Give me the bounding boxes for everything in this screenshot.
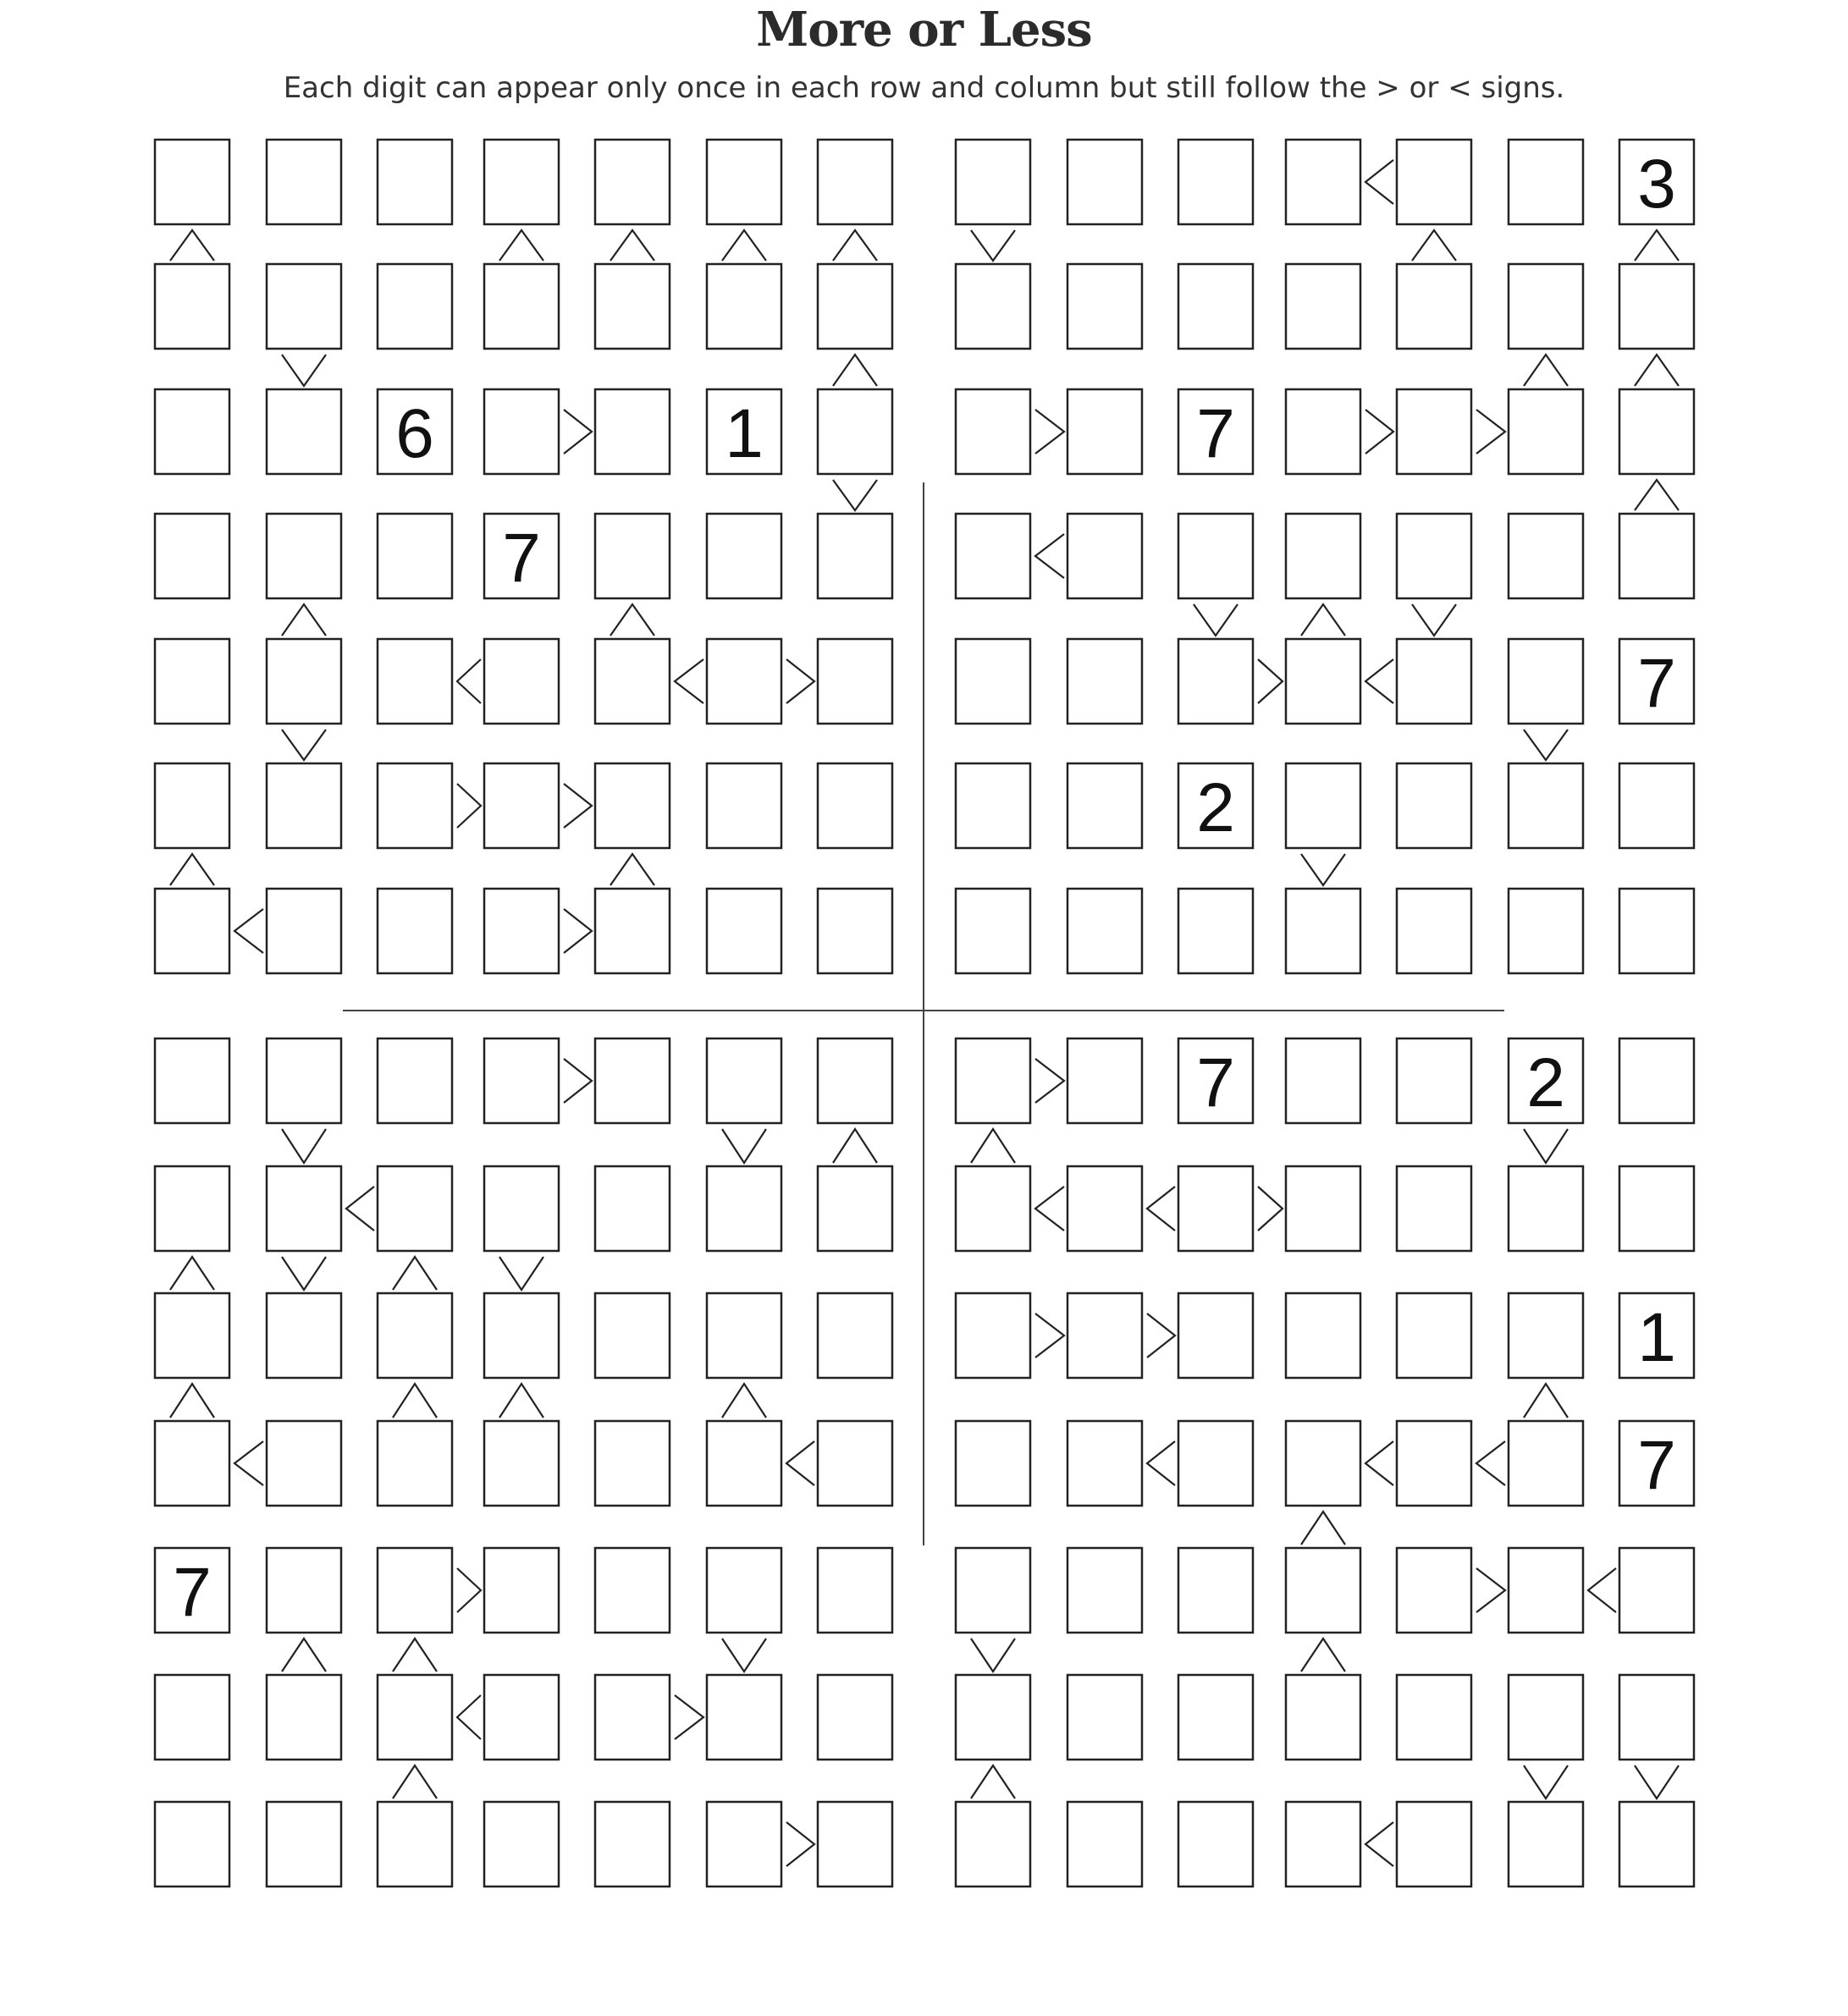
puzzle-cell-bottom-right-r2c2[interactable] [1067, 1166, 1142, 1251]
upper-greater-sign [282, 1257, 326, 1290]
puzzle-cell-top-left-r1c2[interactable] [267, 140, 341, 224]
puzzle-cell-bottom-right-r1c4[interactable] [1286, 1038, 1360, 1123]
puzzle-cell-bottom-left-r4c5[interactable] [595, 1421, 670, 1506]
puzzle-cell-bottom-left-r5c4[interactable] [484, 1548, 559, 1633]
puzzle-cell-bottom-left-r1c3[interactable] [378, 1038, 452, 1123]
given-digit: 1 [1637, 1299, 1676, 1376]
puzzle-cell-bottom-right-r4c1[interactable] [956, 1421, 1030, 1506]
puzzle-cell-bottom-left-r3c5[interactable] [595, 1293, 670, 1378]
upper-less-sign [393, 1257, 437, 1290]
puzzle-cell-top-right-r4c5[interactable] [1397, 514, 1471, 598]
greater-than-sign [1258, 659, 1283, 703]
greater-than-sign [1035, 1059, 1064, 1103]
puzzle-cell-bottom-right-r7c1[interactable] [956, 1802, 1030, 1887]
puzzle-cell-bottom-left-r3c4[interactable] [484, 1293, 559, 1378]
puzzle-cell-top-right-r7c3[interactable] [1178, 889, 1253, 973]
puzzle-cell-top-left-r4c3[interactable] [378, 514, 452, 598]
puzzle-cell-top-left-r2c6[interactable] [707, 264, 781, 349]
puzzle-cell-top-right-r7c7[interactable] [1619, 889, 1694, 973]
puzzle-cell-top-right-r5c5[interactable] [1397, 639, 1471, 724]
puzzle-cell-bottom-left-r3c6[interactable] [707, 1293, 781, 1378]
upper-less-sign [1635, 230, 1679, 261]
puzzle-cell-bottom-right-r7c7[interactable] [1619, 1802, 1694, 1887]
puzzle-instructions: Each digit can appear only once in each row and column but still follow the > or < signs. [283, 71, 1565, 105]
puzzle-cell-bottom-left-r5c7[interactable] [818, 1548, 892, 1633]
puzzle-cell-top-right-r4c7[interactable] [1619, 514, 1694, 598]
puzzle-cell-top-right-r7c5[interactable] [1397, 889, 1471, 973]
upper-greater-sign [282, 355, 326, 386]
less-than-sign [675, 659, 703, 703]
less-than-sign [1035, 534, 1064, 578]
puzzle-cell-top-left-r5c5[interactable] [595, 639, 670, 724]
puzzle-cell-bottom-right-r7c6[interactable] [1509, 1802, 1583, 1887]
puzzle-cell-top-left-r6c1[interactable] [155, 763, 229, 848]
less-than-sign [346, 1187, 374, 1231]
greater-than-sign [1476, 1568, 1505, 1612]
puzzle-cell-top-right-r6c7[interactable] [1619, 763, 1694, 848]
puzzle-cell-bottom-left-r6c1[interactable] [155, 1675, 229, 1760]
puzzle-cell-bottom-right-r2c6[interactable] [1509, 1166, 1583, 1251]
greater-than-sign [564, 784, 592, 828]
puzzle-cell-bottom-right-r6c5[interactable] [1397, 1675, 1471, 1760]
puzzle-cell-top-right-r5c3[interactable] [1178, 639, 1253, 724]
puzzle-cell-bottom-left-r1c5[interactable] [595, 1038, 670, 1123]
puzzle-cell-bottom-left-r7c2[interactable] [267, 1802, 341, 1887]
puzzle-cell-top-right-r3c2[interactable] [1067, 389, 1142, 474]
puzzle-cell-bottom-left-r7c6[interactable] [707, 1802, 781, 1887]
puzzle-cell-top-left-r3c7[interactable] [818, 389, 892, 474]
puzzle-cell-bottom-right-r6c2[interactable] [1067, 1675, 1142, 1760]
puzzle-cell-top-right-r5c4[interactable] [1286, 639, 1360, 724]
puzzle-cell-top-right-r6c4[interactable] [1286, 763, 1360, 848]
puzzle-cell-bottom-right-r7c2[interactable] [1067, 1802, 1142, 1887]
upper-less-sign [1301, 1639, 1345, 1672]
upper-greater-sign [971, 230, 1015, 261]
upper-less-sign [499, 1384, 543, 1418]
puzzle-cell-bottom-right-r3c3[interactable] [1178, 1293, 1253, 1378]
upper-greater-sign [1524, 730, 1568, 760]
puzzle-cell-top-left-r1c4[interactable] [484, 140, 559, 224]
less-than-sign [1035, 1187, 1064, 1231]
puzzle-cell-bottom-left-r3c1[interactable] [155, 1293, 229, 1378]
puzzle-cell-top-right-r7c6[interactable] [1509, 889, 1583, 973]
given-digit: 7 [1196, 1044, 1235, 1121]
greater-than-sign [457, 1568, 481, 1612]
puzzle-cell-bottom-left-r4c2[interactable] [267, 1421, 341, 1506]
upper-less-sign [1301, 1512, 1345, 1545]
puzzle-cell-bottom-right-r5c3[interactable] [1178, 1548, 1253, 1633]
puzzle-cell-top-left-r7c3[interactable] [378, 889, 452, 973]
puzzle-cell-top-right-r4c6[interactable] [1509, 514, 1583, 598]
upper-less-sign [499, 230, 543, 261]
puzzle-cell-bottom-left-r5c2[interactable] [267, 1548, 341, 1633]
puzzle-cell-bottom-right-r3c1[interactable] [956, 1293, 1030, 1378]
puzzle-cell-top-right-r4c4[interactable] [1286, 514, 1360, 598]
puzzle-cell-top-right-r6c5[interactable] [1397, 763, 1471, 848]
puzzle-cell-bottom-left-r1c7[interactable] [818, 1038, 892, 1123]
puzzle-cell-bottom-right-r3c4[interactable] [1286, 1293, 1360, 1378]
puzzle-cell-top-left-r6c4[interactable] [484, 763, 559, 848]
puzzle-cell-bottom-left-r5c5[interactable] [595, 1548, 670, 1633]
puzzle-cell-bottom-left-r7c3[interactable] [378, 1802, 452, 1887]
puzzle-cell-bottom-right-r2c5[interactable] [1397, 1166, 1471, 1251]
puzzle-cell-bottom-right-r3c5[interactable] [1397, 1293, 1471, 1378]
puzzle-cell-bottom-right-r1c5[interactable] [1397, 1038, 1471, 1123]
puzzle-cell-top-left-r7c6[interactable] [707, 889, 781, 973]
less-than-sign [1476, 1441, 1505, 1485]
puzzle-cell-top-right-r1c4[interactable] [1286, 140, 1360, 224]
puzzle-cell-bottom-left-r1c6[interactable] [707, 1038, 781, 1123]
upper-less-sign [722, 230, 766, 261]
puzzle-cell-top-right-r4c3[interactable] [1178, 514, 1253, 598]
puzzle-cell-bottom-left-r2c7[interactable] [818, 1166, 892, 1251]
puzzle-cell-top-right-r5c6[interactable] [1509, 639, 1583, 724]
upper-less-sign [170, 230, 214, 261]
puzzle-cell-top-left-r4c7[interactable] [818, 514, 892, 598]
puzzle-cell-bottom-right-r2c4[interactable] [1286, 1166, 1360, 1251]
puzzle-cell-top-left-r2c4[interactable] [484, 264, 559, 349]
less-than-sign [1365, 160, 1393, 204]
less-than-sign [1147, 1187, 1175, 1231]
puzzle-cell-bottom-right-r5c1[interactable] [956, 1548, 1030, 1633]
puzzle-cell-bottom-right-r5c4[interactable] [1286, 1548, 1360, 1633]
puzzle-cell-top-right-r2c2[interactable] [1067, 264, 1142, 349]
greater-than-sign [564, 410, 592, 454]
puzzle-cell-top-left-r3c5[interactable] [595, 389, 670, 474]
puzzle-cell-top-left-r1c6[interactable] [707, 140, 781, 224]
puzzle-cell-bottom-left-r3c2[interactable] [267, 1293, 341, 1378]
puzzle-cell-top-right-r2c1[interactable] [956, 264, 1030, 349]
puzzle-cell-bottom-left-r2c6[interactable] [707, 1166, 781, 1251]
puzzle-cell-top-right-r5c1[interactable] [956, 639, 1030, 724]
puzzle-cell-top-left-r7c4[interactable] [484, 889, 559, 973]
puzzle-cell-bottom-left-r2c2[interactable] [267, 1166, 341, 1251]
puzzle-cell-bottom-left-r4c7[interactable] [818, 1421, 892, 1506]
puzzle-cell-bottom-left-r6c2[interactable] [267, 1675, 341, 1760]
upper-greater-sign [1301, 854, 1345, 885]
puzzle-title: More or Less [756, 2, 1092, 58]
puzzle-cell-top-right-r2c6[interactable] [1509, 264, 1583, 349]
less-than-sign [457, 1695, 481, 1739]
upper-less-sign [833, 230, 877, 261]
puzzle-cell-bottom-left-r6c3[interactable] [378, 1675, 452, 1760]
less-than-sign [1147, 1441, 1175, 1485]
puzzle-cell-bottom-left-r1c1[interactable] [155, 1038, 229, 1123]
greater-than-sign [1258, 1187, 1283, 1231]
puzzle-cell-top-right-r3c7[interactable] [1619, 389, 1694, 474]
puzzle-cell-top-right-r7c2[interactable] [1067, 889, 1142, 973]
greater-than-sign [564, 909, 592, 953]
puzzle-cell-top-left-r6c2[interactable] [267, 763, 341, 848]
puzzle-cell-bottom-right-r5c7[interactable] [1619, 1548, 1694, 1633]
puzzle-cell-top-left-r4c5[interactable] [595, 514, 670, 598]
puzzle-cell-bottom-left-r4c1[interactable] [155, 1421, 229, 1506]
puzzle-cell-top-right-r3c1[interactable] [956, 389, 1030, 474]
puzzle-cell-bottom-right-r4c3[interactable] [1178, 1421, 1253, 1506]
upper-less-sign [1412, 230, 1456, 261]
given-digit: 7 [502, 520, 541, 597]
upper-greater-sign [499, 1257, 543, 1290]
puzzle-cell-top-right-r7c1[interactable] [956, 889, 1030, 973]
less-than-sign [234, 1441, 263, 1485]
upper-less-sign [610, 854, 654, 885]
puzzle-cell-top-left-r7c2[interactable] [267, 889, 341, 973]
puzzle-cell-top-left-r2c7[interactable] [818, 264, 892, 349]
puzzle-cell-bottom-left-r4c6[interactable] [707, 1421, 781, 1506]
less-than-sign [1365, 1441, 1393, 1485]
puzzle-cell-top-left-r2c1[interactable] [155, 264, 229, 349]
puzzle-cell-top-right-r3c6[interactable] [1509, 389, 1583, 474]
upper-greater-sign [722, 1129, 766, 1163]
puzzle-cell-bottom-left-r2c4[interactable] [484, 1166, 559, 1251]
upper-less-sign [393, 1384, 437, 1418]
puzzle-cell-bottom-left-r1c4[interactable] [484, 1038, 559, 1123]
puzzle-cell-top-right-r1c3[interactable] [1178, 140, 1253, 224]
puzzle-cell-bottom-left-r6c5[interactable] [595, 1675, 670, 1760]
puzzle-cell-bottom-right-r5c5[interactable] [1397, 1548, 1471, 1633]
puzzle-cell-bottom-left-r2c5[interactable] [595, 1166, 670, 1251]
given-digit: 7 [1637, 1427, 1676, 1504]
upper-less-sign [610, 230, 654, 261]
upper-less-sign [971, 1129, 1015, 1163]
upper-less-sign [170, 854, 214, 885]
puzzle-cell-top-right-r3c5[interactable] [1397, 389, 1471, 474]
puzzle-cell-top-left-r7c5[interactable] [595, 889, 670, 973]
puzzle-cell-top-left-r6c6[interactable] [707, 763, 781, 848]
puzzle-cell-bottom-left-r7c1[interactable] [155, 1802, 229, 1887]
puzzle-cell-bottom-right-r6c4[interactable] [1286, 1675, 1360, 1760]
puzzle-cell-bottom-left-r2c1[interactable] [155, 1166, 229, 1251]
puzzle-cell-top-right-r6c1[interactable] [956, 763, 1030, 848]
puzzle-cell-bottom-left-r4c3[interactable] [378, 1421, 452, 1506]
given-digit: 6 [395, 395, 434, 472]
puzzle-cell-bottom-right-r7c4[interactable] [1286, 1802, 1360, 1887]
upper-less-sign [1635, 480, 1679, 510]
upper-less-sign [1524, 355, 1568, 386]
puzzle-cell-bottom-left-r6c7[interactable] [818, 1675, 892, 1760]
puzzle-cell-bottom-left-r3c7[interactable] [818, 1293, 892, 1378]
puzzle-cell-top-right-r5c2[interactable] [1067, 639, 1142, 724]
puzzle-cell-bottom-left-r2c3[interactable] [378, 1166, 452, 1251]
puzzle-cell-top-left-r3c1[interactable] [155, 389, 229, 474]
upper-less-sign [722, 1384, 766, 1418]
less-than-sign [786, 1441, 814, 1485]
puzzle-cell-bottom-right-r5c2[interactable] [1067, 1548, 1142, 1633]
upper-greater-sign [1194, 604, 1238, 636]
puzzle-cell-top-right-r1c2[interactable] [1067, 140, 1142, 224]
puzzle-cell-bottom-left-r7c5[interactable] [595, 1802, 670, 1887]
puzzle-cell-bottom-left-r5c3[interactable] [378, 1548, 452, 1633]
puzzle-cell-top-left-r1c3[interactable] [378, 140, 452, 224]
upper-less-sign [971, 1765, 1015, 1798]
greater-than-sign [457, 784, 481, 828]
puzzle-cell-top-left-r1c7[interactable] [818, 140, 892, 224]
puzzle-cell-bottom-right-r3c6[interactable] [1509, 1293, 1583, 1378]
puzzle-cell-bottom-right-r6c3[interactable] [1178, 1675, 1253, 1760]
greater-than-sign [1147, 1314, 1175, 1358]
puzzle-cell-bottom-right-r4c6[interactable] [1509, 1421, 1583, 1506]
puzzle-cell-bottom-left-r4c4[interactable] [484, 1421, 559, 1506]
puzzle-cell-top-left-r7c1[interactable] [155, 889, 229, 973]
given-digit: 2 [1196, 769, 1235, 846]
puzzle-cell-bottom-left-r6c4[interactable] [484, 1675, 559, 1760]
greater-than-sign [786, 659, 814, 703]
given-digit: 7 [173, 1554, 212, 1631]
puzzle-cell-top-right-r2c3[interactable] [1178, 264, 1253, 349]
given-digit: 7 [1637, 645, 1676, 722]
puzzle-cell-bottom-right-r4c5[interactable] [1397, 1421, 1471, 1506]
puzzle-cell-top-left-r2c5[interactable] [595, 264, 670, 349]
upper-greater-sign [833, 480, 877, 510]
upper-less-sign [170, 1384, 214, 1418]
upper-less-sign [170, 1257, 214, 1290]
puzzle-cell-bottom-left-r6c6[interactable] [707, 1675, 781, 1760]
upper-less-sign [282, 604, 326, 636]
puzzle-cell-top-left-r5c6[interactable] [707, 639, 781, 724]
puzzle-cell-bottom-right-r6c6[interactable] [1509, 1675, 1583, 1760]
puzzle-cell-bottom-right-r4c2[interactable] [1067, 1421, 1142, 1506]
upper-greater-sign [1412, 604, 1456, 636]
greater-than-sign [675, 1695, 703, 1739]
puzzle-cell-bottom-right-r1c2[interactable] [1067, 1038, 1142, 1123]
puzzle-cell-top-right-r2c4[interactable] [1286, 264, 1360, 349]
upper-greater-sign [971, 1639, 1015, 1672]
less-than-sign [457, 659, 481, 703]
puzzle-cell-top-left-r6c7[interactable] [818, 763, 892, 848]
puzzle-cell-bottom-right-r2c7[interactable] [1619, 1166, 1694, 1251]
puzzle-cell-bottom-left-r5c6[interactable] [707, 1548, 781, 1633]
puzzle-cell-top-right-r2c7[interactable] [1619, 264, 1694, 349]
puzzle-cell-top-left-r4c2[interactable] [267, 514, 341, 598]
puzzle-cell-top-right-r2c5[interactable] [1397, 264, 1471, 349]
puzzle-cell-bottom-right-r4c4[interactable] [1286, 1421, 1360, 1506]
puzzle-cell-top-right-r4c1[interactable] [956, 514, 1030, 598]
puzzle-cell-top-left-r7c7[interactable] [818, 889, 892, 973]
puzzle-cell-bottom-right-r2c1[interactable] [956, 1166, 1030, 1251]
upper-less-sign [393, 1639, 437, 1672]
given-digit: 1 [725, 395, 764, 472]
puzzle-cell-top-left-r3c2[interactable] [267, 389, 341, 474]
upper-less-sign [1301, 604, 1345, 636]
less-than-sign [1588, 1568, 1616, 1612]
upper-less-sign [610, 604, 654, 636]
puzzle-cell-top-left-r5c1[interactable] [155, 639, 229, 724]
puzzle-cell-top-left-r4c1[interactable] [155, 514, 229, 598]
puzzle-cell-bottom-right-r2c3[interactable] [1178, 1166, 1253, 1251]
given-digit: 3 [1637, 146, 1676, 223]
puzzle-cell-top-right-r1c1[interactable] [956, 140, 1030, 224]
upper-greater-sign [1635, 1765, 1679, 1798]
puzzle-cell-bottom-left-r1c2[interactable] [267, 1038, 341, 1123]
puzzle-cell-top-left-r1c1[interactable] [155, 140, 229, 224]
upper-less-sign [282, 1639, 326, 1672]
puzzle-cell-top-left-r5c2[interactable] [267, 639, 341, 724]
puzzle-cell-top-left-r6c5[interactable] [595, 763, 670, 848]
upper-greater-sign [722, 1639, 766, 1672]
upper-less-sign [833, 1129, 877, 1163]
puzzle-cell-bottom-right-r3c2[interactable] [1067, 1293, 1142, 1378]
upper-greater-sign [1524, 1129, 1568, 1163]
upper-less-sign [833, 355, 877, 386]
puzzle-cell-top-right-r4c2[interactable] [1067, 514, 1142, 598]
puzzle-cell-top-left-r2c2[interactable] [267, 264, 341, 349]
puzzle-cell-bottom-left-r7c7[interactable] [818, 1802, 892, 1887]
puzzle-cell-top-left-r5c4[interactable] [484, 639, 559, 724]
puzzle-cell-bottom-right-r5c6[interactable] [1509, 1548, 1583, 1633]
puzzle-cell-top-left-r5c3[interactable] [378, 639, 452, 724]
puzzle-cell-bottom-right-r1c7[interactable] [1619, 1038, 1694, 1123]
puzzle-cell-top-left-r6c3[interactable] [378, 763, 452, 848]
puzzle-cell-top-right-r7c4[interactable] [1286, 889, 1360, 973]
greater-than-sign [1476, 410, 1505, 454]
puzzle-cell-bottom-left-r7c4[interactable] [484, 1802, 559, 1887]
puzzle-cell-top-left-r2c3[interactable] [378, 264, 452, 349]
less-than-sign [234, 909, 263, 953]
upper-greater-sign [282, 1129, 326, 1163]
puzzle-cell-bottom-right-r6c1[interactable] [956, 1675, 1030, 1760]
puzzle-cell-top-right-r1c5[interactable] [1397, 140, 1471, 224]
puzzle-cell-top-right-r6c2[interactable] [1067, 763, 1142, 848]
greater-than-sign [786, 1822, 814, 1866]
upper-less-sign [1524, 1384, 1568, 1418]
upper-less-sign [393, 1765, 437, 1798]
puzzle-cell-bottom-right-r6c7[interactable] [1619, 1675, 1694, 1760]
upper-greater-sign [1524, 1765, 1568, 1798]
upper-greater-sign [282, 730, 326, 760]
puzzle-cell-top-left-r3c4[interactable] [484, 389, 559, 474]
given-digit: 7 [1196, 395, 1235, 472]
greater-than-sign [1035, 410, 1064, 454]
greater-than-sign [1365, 410, 1393, 454]
puzzle-cell-bottom-right-r7c5[interactable] [1397, 1802, 1471, 1887]
puzzle-cell-bottom-right-r7c3[interactable] [1178, 1802, 1253, 1887]
puzzle-cell-bottom-left-r3c3[interactable] [378, 1293, 452, 1378]
given-digit: 2 [1526, 1044, 1565, 1121]
less-than-sign [1365, 1822, 1393, 1866]
greater-than-sign [1035, 1314, 1064, 1358]
greater-than-sign [564, 1059, 592, 1103]
puzzle-cell-top-right-r3c4[interactable] [1286, 389, 1360, 474]
puzzle-cell-top-right-r1c6[interactable] [1509, 140, 1583, 224]
less-than-sign [1365, 659, 1393, 703]
puzzle-cell-top-left-r5c7[interactable] [818, 639, 892, 724]
puzzle-cell-top-left-r1c5[interactable] [595, 140, 670, 224]
puzzle-cell-bottom-right-r1c1[interactable] [956, 1038, 1030, 1123]
puzzle-cell-top-right-r6c6[interactable] [1509, 763, 1583, 848]
puzzle-cell-top-left-r4c6[interactable] [707, 514, 781, 598]
upper-less-sign [1635, 355, 1679, 386]
